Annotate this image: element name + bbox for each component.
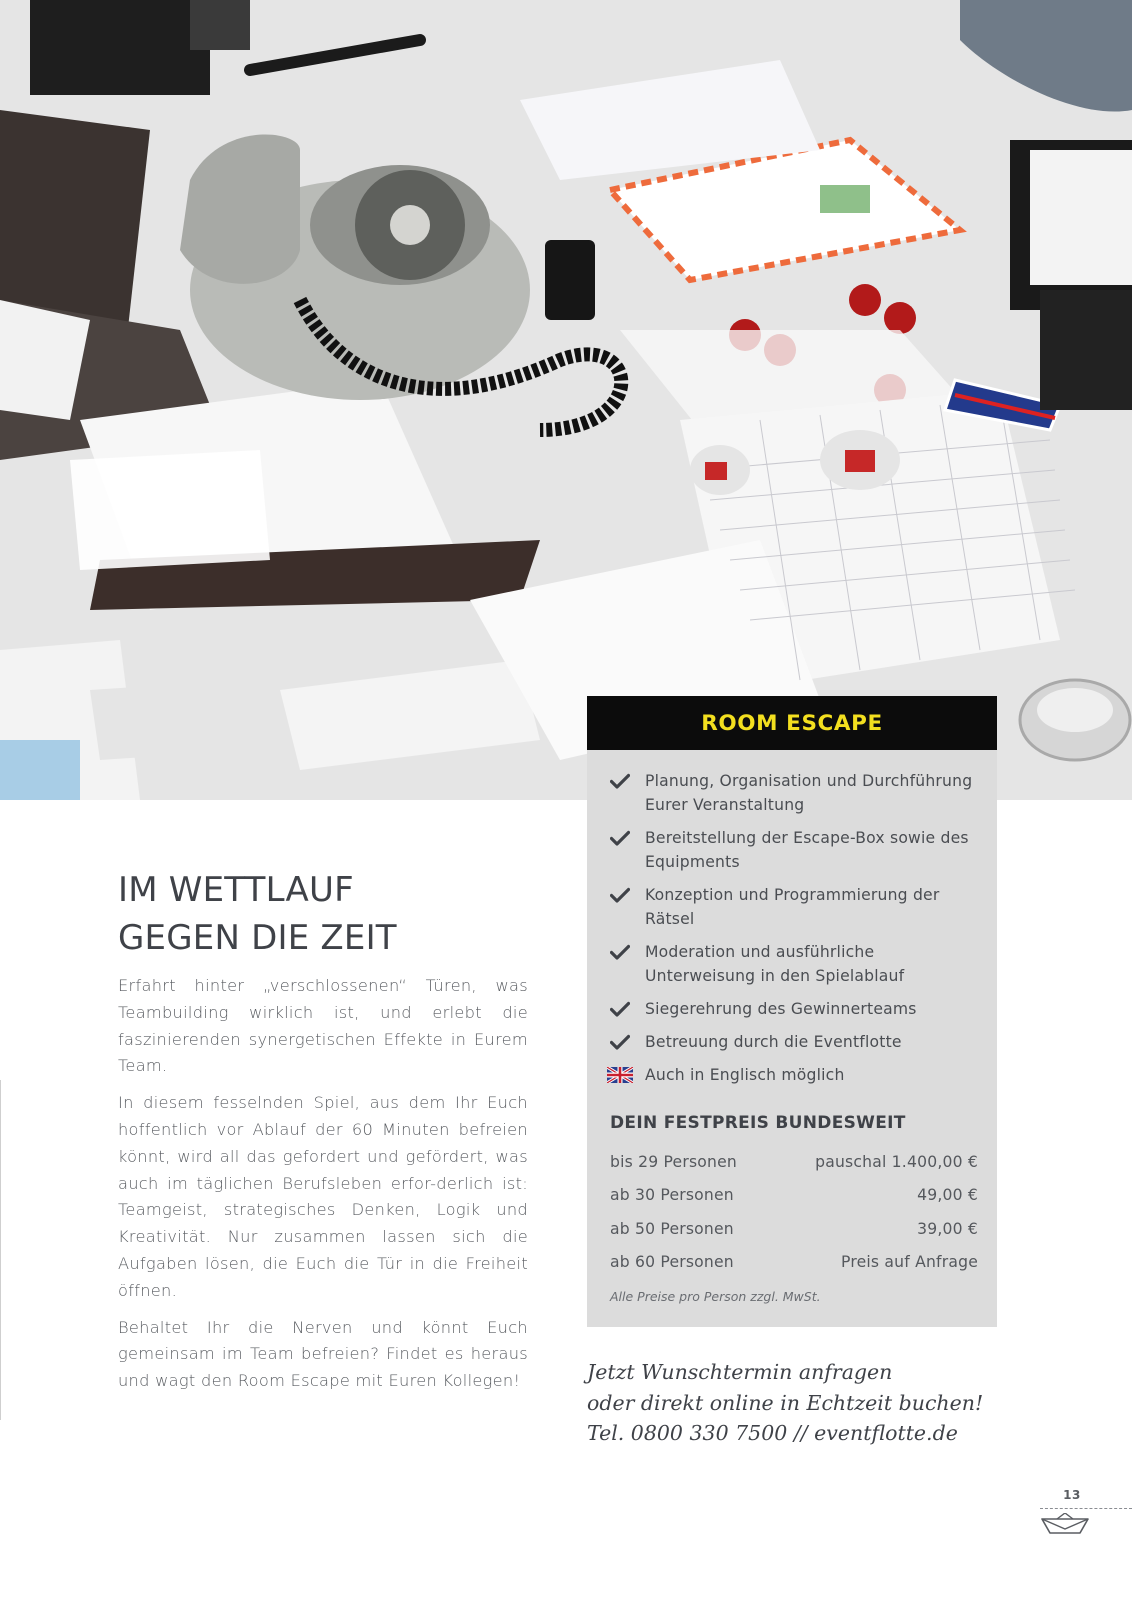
- feature-text: Konzeption und Programmierung der Rätsel: [645, 886, 940, 928]
- body-paragraph-2: In diesem fesselnden Spiel, aus dem Ihr Euch hoffentlich vor Ablauf der 60 Minuten befreien könnt, wird all das gefordert und gefördert, was auch im täglichen Berufsleben erfor-derlich ist: Teamgeist, strategisches Denken, Logik und Kreativität. Nur zusammen lassen sich die Aufgaben lösen, die Euch die Tür in die Freiheit öffnen.: [118, 1093, 528, 1300]
- box-title: ROOM ESCAPE: [587, 696, 997, 750]
- paper-boat-icon: [1040, 1513, 1090, 1539]
- price-amount: 39,00 €: [917, 1219, 978, 1238]
- price-table: [610, 1145, 978, 1279]
- price-footnote: Alle Preise pro Person zzgl. MwSt.: [610, 1289, 821, 1304]
- check-icon: [607, 940, 633, 964]
- feature-text: Bereitstellung der Escape-Box sowie des Equipments: [645, 829, 969, 871]
- list-item: [607, 826, 982, 874]
- check-icon: [607, 769, 633, 793]
- headline-line-1: IM WETTLAUF: [118, 870, 354, 910]
- list-item: [607, 1030, 982, 1054]
- list-item: [607, 769, 982, 817]
- body-paragraph-3: Behaltet Ihr die Nerven und könnt Euch gemeinsam im Team befreien? Findet es heraus und wagt den Room Escape mit Euren Kollegen!: [118, 1317, 528, 1391]
- price-group: ab 30 Personen: [610, 1186, 734, 1205]
- page-headline: [118, 866, 397, 962]
- feature-text: Siegerehrung des Gewinnerteams: [645, 1000, 917, 1018]
- table-row: [610, 1212, 978, 1246]
- table-row: [610, 1246, 978, 1280]
- call-to-action: [587, 1357, 1027, 1449]
- price-amount: pauschal 1.400,00 €: [815, 1152, 978, 1171]
- check-icon: [607, 883, 633, 907]
- feature-list: [607, 769, 982, 1096]
- uk-flag-icon: [607, 1063, 633, 1087]
- headline-line-2: GEGEN DIE ZEIT: [118, 918, 397, 958]
- list-item: [607, 997, 982, 1021]
- check-icon: [607, 1030, 633, 1054]
- price-amount: Preis auf Anfrage: [841, 1253, 978, 1272]
- price-title: DEIN FESTPREIS BUNDESWEIT: [610, 1113, 906, 1133]
- list-item: [607, 1063, 982, 1087]
- body-paragraph-1: Erfahrt hinter „verschlossenen“ Türen, was Teambuilding wirklich ist, und erlebt die faszinierenden synergetischen Effekte in Eurem Team.: [118, 976, 528, 1076]
- list-item: [607, 940, 982, 988]
- margin-rule: [0, 1080, 1, 1420]
- feature-text: Betreuung durch die Eventflotte: [645, 1033, 902, 1051]
- price-group: ab 60 Personen: [610, 1253, 734, 1272]
- list-item: [607, 883, 982, 931]
- check-icon: [607, 997, 633, 1021]
- feature-text: Planung, Organisation und Durchführung Eurer Veranstaltung: [645, 772, 973, 814]
- feature-text: Auch in Englisch möglich: [645, 1066, 845, 1084]
- footer-dashed-line: [1040, 1508, 1132, 1509]
- feature-text: Moderation und ausführliche Unterweisung in den Spielablauf: [645, 943, 905, 985]
- check-icon: [607, 826, 633, 850]
- price-amount: 49,00 €: [917, 1186, 978, 1205]
- page-number: 13: [1063, 1488, 1081, 1502]
- table-row: [610, 1145, 978, 1179]
- body-text: [118, 973, 528, 1405]
- price-group: bis 29 Personen: [610, 1152, 737, 1171]
- cta-line-1: Jetzt Wunschtermin anfragen: [587, 1360, 893, 1384]
- table-row: [610, 1179, 978, 1213]
- cta-line-3: Tel. 0800 330 7500 // eventflotte.de: [587, 1421, 958, 1445]
- cta-line-2: oder direkt online in Echtzeit buchen!: [587, 1390, 984, 1415]
- price-group: ab 50 Personen: [610, 1219, 734, 1238]
